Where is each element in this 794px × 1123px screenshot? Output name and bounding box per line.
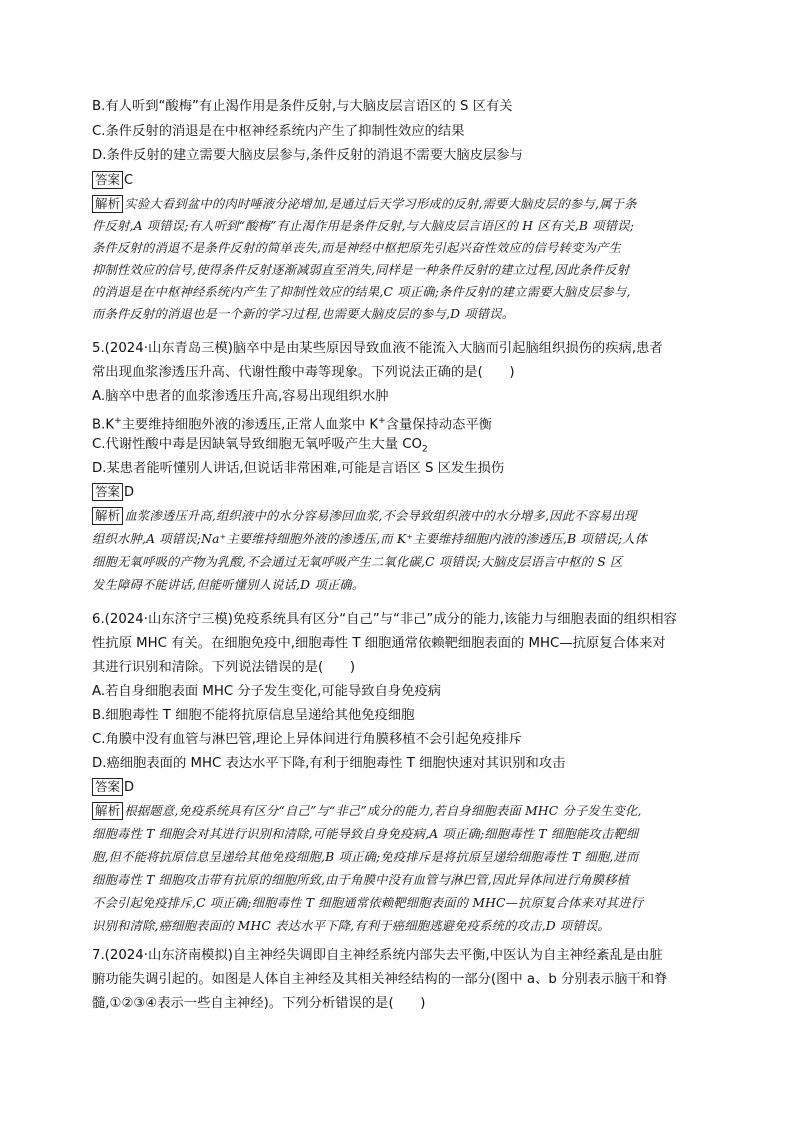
q6-stem-line: 性抗原 MHC 有关。在细胞免疫中,细胞毒性 T 细胞通常依赖靶细胞表面的 MHC—抗原复合体来对 bbox=[92, 636, 666, 651]
q7-stem-line: 7.(2024·山东济南模拟)自主神经失调即自主神经系统内部失去平衡,中医认为自主神经紊乱是由脏 bbox=[92, 948, 663, 963]
explanation-label: 解析 bbox=[92, 195, 123, 213]
q6-option-d: D.癌细胞表面的 MHC 表达水平下降,有利于细胞毒性 T 细胞快速对其识别和攻击 bbox=[92, 756, 566, 771]
q6-explanation-line: 胞,但不能将抗原信息呈递给其他免疫细胞,B 项正确;免疫排斥是将抗原呈递给细胞毒性 T 细胞,进而 bbox=[92, 850, 639, 864]
explanation-label: 解析 bbox=[92, 507, 123, 525]
answer-value: D bbox=[124, 485, 135, 500]
q6-explanation-line: 识别和清除,癌细胞表面的 MHC 表达水平下降,有利于癌细胞逃避免疫系统的攻击,D 项错误。 bbox=[92, 919, 610, 933]
q5-option-d: D.某患者能听懂别人讲话,但说话非常困难,可能是言语区 S 区发生损伤 bbox=[92, 461, 505, 476]
answer-label: 答案 bbox=[92, 778, 123, 796]
q7-stem-line: 髓,①②③④表示一些自主神经)。下列分析错误的是( ) bbox=[92, 996, 426, 1011]
q7-stem-line: 腑功能失调引起的。如图是人体自主神经及其相关神经结构的一部分(图中 a、b 分别表示脑干和脊 bbox=[92, 972, 668, 987]
explanation-label: 解析 bbox=[92, 802, 123, 820]
answer-label: 答案 bbox=[92, 483, 123, 501]
q6-stem-line: 其进行识别和清除。下列说法错误的是( ) bbox=[92, 660, 356, 675]
q5-option-c: C.代谢性酸中毒是因缺氧导致细胞无氧呼吸产生大量 $CO_2$ bbox=[92, 437, 428, 455]
q6-option-c: C.角膜中没有血管与淋巴管,理论上异体间进行角膜移植不会引起免疫排斥 bbox=[92, 732, 522, 747]
q4-option-b: B.有人听到“酸梅”有止渴作用是条件反射,与大脑皮层言语区的 S 区有关 bbox=[92, 99, 513, 114]
q4-explanation-line: 条件反射的消退不是条件反射的简单丧失,而是神经中枢把原先引起兴奋性效应的信号转变为产生 bbox=[92, 241, 621, 255]
q6-explanation-line: 解析 根据题意,免疫系统具有区分“自己”与“非己”成分的能力,若自身细胞表面 MHC 分子发生变化, bbox=[92, 802, 642, 820]
q6-explanation-line: 不会引起免疫排斥,C 项正确;细胞毒性 T 细胞通常依赖靶细胞表面的 MHC—抗原复合体来对其进行 bbox=[92, 896, 644, 910]
q6-answer bbox=[92, 778, 134, 798]
answer-label: 答案 bbox=[92, 171, 123, 189]
answer-value: C bbox=[124, 173, 134, 188]
q4-explanation-line: 的消退是在中枢神经系统内产生了抑制性效应的结果,C 项正确;条件反射的建立需要大脑皮层参与, bbox=[92, 285, 631, 299]
q4-explanation-line: 抑制性效应的信号,使得条件反射逐渐减弱直至消失,同样是一种条件反射的建立过程,因此条件反射 bbox=[92, 263, 630, 277]
q5-explanation-line: 解析 血浆渗透压升高,组织液中的水分容易渗回血浆,不会导致组织液中的水分增多,因此不容易出现 bbox=[92, 507, 637, 525]
q5-answer bbox=[92, 483, 134, 503]
q6-explanation-line: 细胞毒性 T 细胞攻击带有抗原的细胞所致,由于角膜中没有血管与淋巴管,因此异体间进行角膜移植 bbox=[92, 873, 630, 887]
q6-explanation-line: 细胞毒性 T 细胞会对其进行识别和清除,可能导致自身免疫病,A 项正确;细胞毒性 T 细胞能攻击靶细 bbox=[92, 827, 639, 841]
q4-explanation-line: 解析 实验大看到盆中的肉时唾液分泌增加,是通过后天学习形成的反射,需要大脑皮层的参与,属于条 bbox=[92, 195, 637, 213]
q5-explanation-line: 细胞无氧呼吸的产物为乳酸,不会通过无氧呼吸产生二氧化碳,C 项错误;大脑皮层语言中枢的 S 区 bbox=[92, 555, 623, 569]
q4-answer bbox=[92, 171, 133, 191]
answer-value: D bbox=[124, 780, 135, 795]
q4-explanation-line: 件反射,A 项错误;有人听到“酸梅”有止渴作用是条件反射,与大脑皮层言语区的 H 区有关,B 项错误; bbox=[92, 219, 635, 233]
q4-option-c: C.条件反射的消退是在中枢神经系统内产生了抑制性效应的结果 bbox=[92, 124, 465, 139]
q6-stem-line: 6.(2024·山东济宁三模)免疫系统具有区分“自己”与“非己”成分的能力,该能力与细胞表面的组织相容 bbox=[92, 612, 677, 627]
q5-stem-line: 常出现血浆渗透压升高、代谢性酸中毒等现象。下列说法正确的是( ) bbox=[92, 365, 515, 380]
q4-option-d: D.条件反射的建立需要大脑皮层参与,条件反射的消退不需要大脑皮层参与 bbox=[92, 148, 523, 163]
q6-option-b: B.细胞毒性 T 细胞不能将抗原信息呈递给其他免疫细胞 bbox=[92, 708, 415, 723]
q6-option-a: A.若自身细胞表面 MHC 分子发生变化,可能导致自身免疫病 bbox=[92, 684, 442, 699]
q5-option-b: B.K+主要维持细胞外液的渗透压,正常人血浆中 K+含量保持动态平衡 bbox=[92, 416, 493, 433]
q5-stem-line: 5.(2024·山东青岛三模)脑卒中是由某些原因导致血液不能流入大脑而引起脑组织损伤的疾病,患者 bbox=[92, 341, 663, 356]
q4-explanation-line: 而条件反射的消退也是一个新的学习过程,也需要大脑皮层的参与,D 项错误。 bbox=[92, 307, 515, 321]
q5-explanation-line: 发生障碍不能讲话,但能听懂别人说话,D 项正确。 bbox=[92, 578, 365, 592]
q5-explanation-line: 组织水肿,A 项错误;Na⁺主要维持细胞外液的渗透压,而 K⁺主要维持细胞内液的渗透压,B 项错误;人体 bbox=[92, 532, 648, 546]
q5-option-a: A.脑卒中患者的血浆渗透压升高,容易出现组织水肿 bbox=[92, 389, 389, 404]
